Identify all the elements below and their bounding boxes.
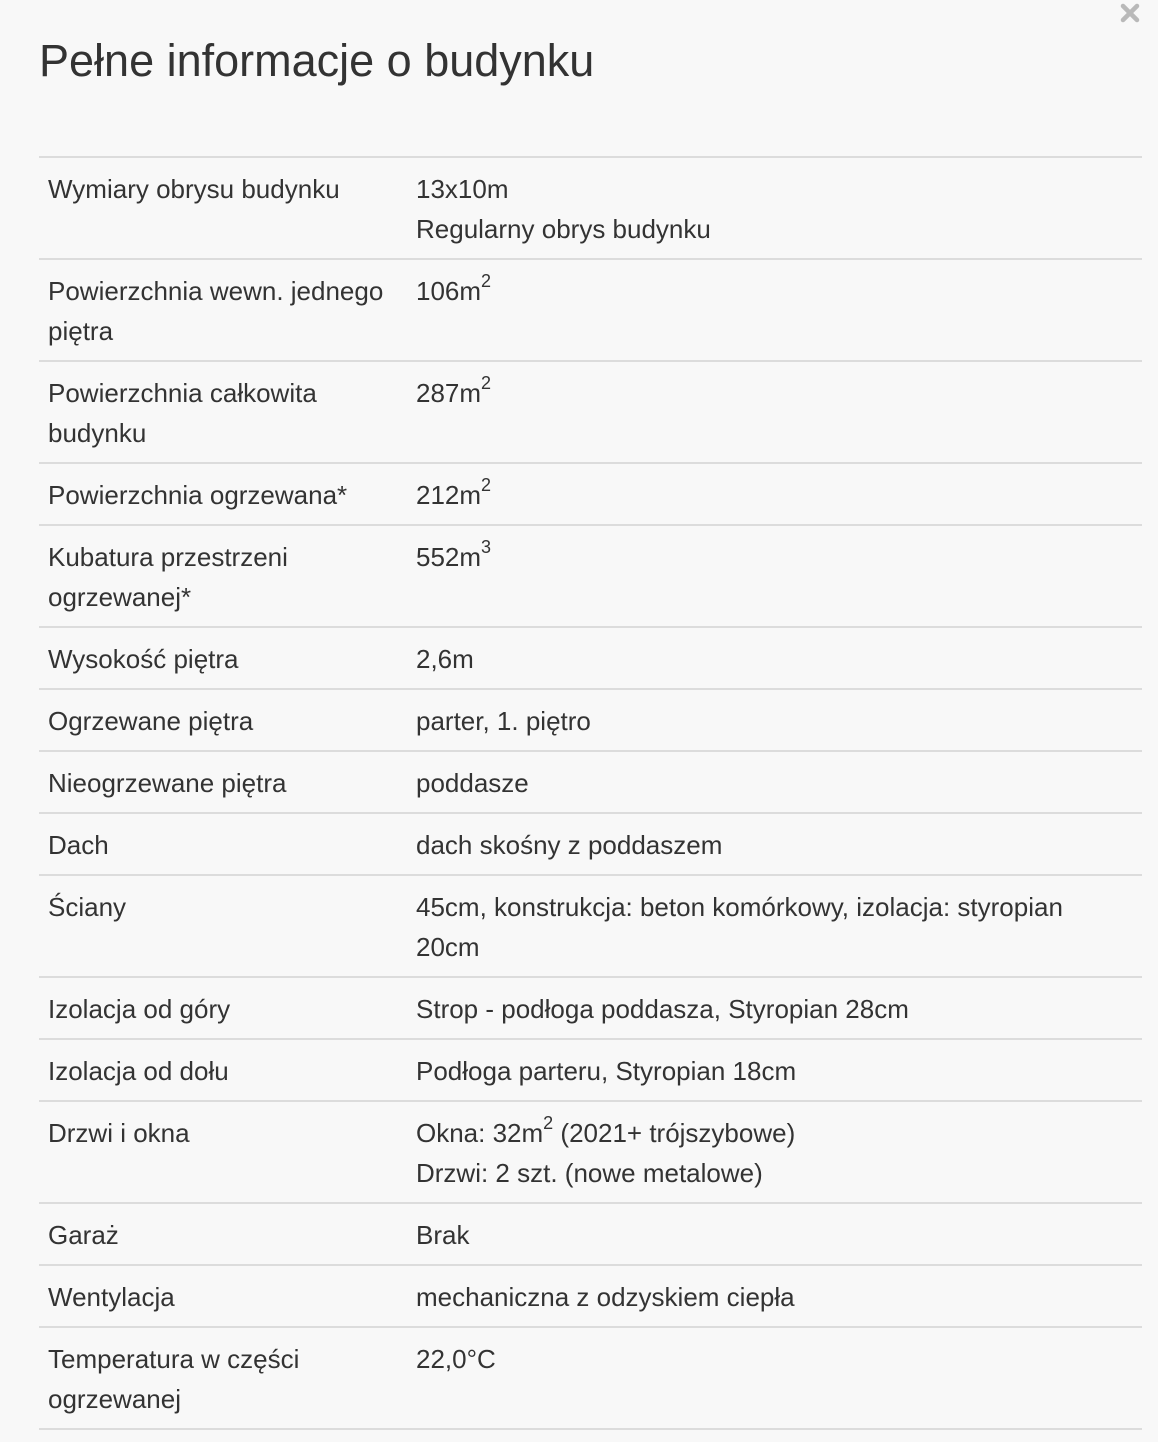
value-line	[416, 989, 1133, 1029]
row-label: Powierzchnia ogrzewana*	[48, 480, 348, 510]
table-row	[39, 525, 1142, 627]
value-suffix: (2021+ trójszybowe)	[553, 1118, 796, 1148]
table-row	[39, 689, 1142, 751]
value-line	[416, 169, 1133, 209]
row-label: Garaż	[48, 1220, 119, 1250]
row-label: Temperatura w części ogrzewanej	[48, 1344, 300, 1414]
unit-exponent: 3	[481, 537, 492, 558]
value-text: Brak	[416, 1220, 470, 1250]
value-text: Podłoga parteru, Styropian 18cm	[416, 1056, 797, 1086]
value-line	[416, 537, 1133, 577]
table-row	[39, 361, 1142, 463]
unit-exponent: 2	[481, 475, 492, 496]
row-value	[407, 525, 1142, 627]
value-text: poddasze	[416, 768, 529, 798]
value-line	[416, 1277, 1133, 1317]
table-row	[39, 1101, 1142, 1203]
value-text: 2,6m	[416, 644, 474, 674]
value-text: 45cm, konstrukcja: beton komórkowy, izolacja: styropian 20cm	[416, 892, 1063, 962]
value-text: parter, 1. piętro	[416, 706, 591, 736]
value-line	[416, 475, 1133, 515]
row-value	[407, 361, 1142, 463]
table-row	[39, 1327, 1142, 1429]
row-label: Ogrzewane piętra	[48, 706, 254, 736]
row-label: Wentylacja	[48, 1282, 175, 1312]
row-value	[407, 751, 1142, 813]
value-text: Strop - podłoga poddasza, Styropian 28cm	[416, 994, 909, 1024]
table-row	[39, 1039, 1142, 1101]
table-row	[39, 977, 1142, 1039]
value-text: mechaniczna z odzyskiem ciepła	[416, 1282, 795, 1312]
table-row	[39, 259, 1142, 361]
value-line	[416, 701, 1133, 741]
value-line	[416, 373, 1133, 413]
value-text: dach skośny z poddaszem	[416, 830, 723, 860]
row-value	[407, 259, 1142, 361]
row-label: Wysokość piętra	[48, 644, 239, 674]
row-value	[407, 1327, 1142, 1429]
table-row	[39, 627, 1142, 689]
row-value	[407, 627, 1142, 689]
row-value	[407, 813, 1142, 875]
table-row	[39, 1265, 1142, 1327]
row-label: Powierzchnia całkowita budynku	[48, 378, 317, 448]
table-row	[39, 1203, 1142, 1265]
row-label: Izolacja od dołu	[48, 1056, 229, 1086]
value-line	[416, 763, 1133, 803]
value-text: 212m	[416, 480, 482, 510]
value-text: 552m	[416, 542, 482, 572]
value-line	[416, 1215, 1133, 1255]
unit-exponent: 2	[481, 271, 492, 292]
table-row	[39, 875, 1142, 977]
row-label: Izolacja od góry	[48, 994, 231, 1024]
table-row	[39, 751, 1142, 813]
row-label: Drzwi i okna	[48, 1118, 190, 1148]
value-line	[416, 825, 1133, 865]
row-label: Nieogrzewane piętra	[48, 768, 287, 798]
value-line	[416, 271, 1133, 311]
value-text: 13x10m	[416, 174, 509, 204]
row-value	[407, 463, 1142, 525]
row-label: Ściany	[48, 892, 127, 922]
value-line	[416, 639, 1133, 679]
page-title: Pełne informacje o budynku	[39, 35, 595, 86]
unit-exponent: 2	[481, 373, 492, 394]
building-info-table	[39, 156, 1142, 1430]
value-line	[416, 1051, 1133, 1091]
row-label: Dach	[48, 830, 109, 860]
value-text: 22,0°C	[416, 1344, 496, 1374]
value-line	[416, 887, 1133, 967]
table-row	[39, 813, 1142, 875]
row-value	[407, 875, 1142, 977]
row-label: Kubatura przestrzeni ogrzewanej*	[48, 542, 288, 612]
row-value	[407, 1265, 1142, 1327]
value-text: Okna: 32m	[416, 1118, 544, 1148]
value-text: Drzwi: 2 szt. (nowe metalowe)	[416, 1158, 763, 1188]
table-row	[39, 463, 1142, 525]
table-row	[39, 157, 1142, 259]
value-text: Regularny obrys budynku	[416, 214, 711, 244]
value-line	[416, 1153, 1133, 1193]
row-label: Wymiary obrysu budynku	[48, 174, 340, 204]
row-value	[407, 1039, 1142, 1101]
unit-exponent: 2	[543, 1113, 554, 1134]
row-value	[407, 157, 1142, 259]
row-value	[407, 1101, 1142, 1203]
row-value	[407, 977, 1142, 1039]
value-line	[416, 1113, 1133, 1153]
row-label: Powierzchnia wewn. jednego piętra	[48, 276, 384, 346]
value-text: 287m	[416, 378, 482, 408]
value-line	[416, 1339, 1133, 1379]
value-line	[416, 209, 1133, 249]
row-value	[407, 689, 1142, 751]
close-icon[interactable]	[1118, 0, 1142, 26]
row-value	[407, 1203, 1142, 1265]
value-text: 106m	[416, 276, 482, 306]
building-info-rows	[39, 157, 1142, 1429]
